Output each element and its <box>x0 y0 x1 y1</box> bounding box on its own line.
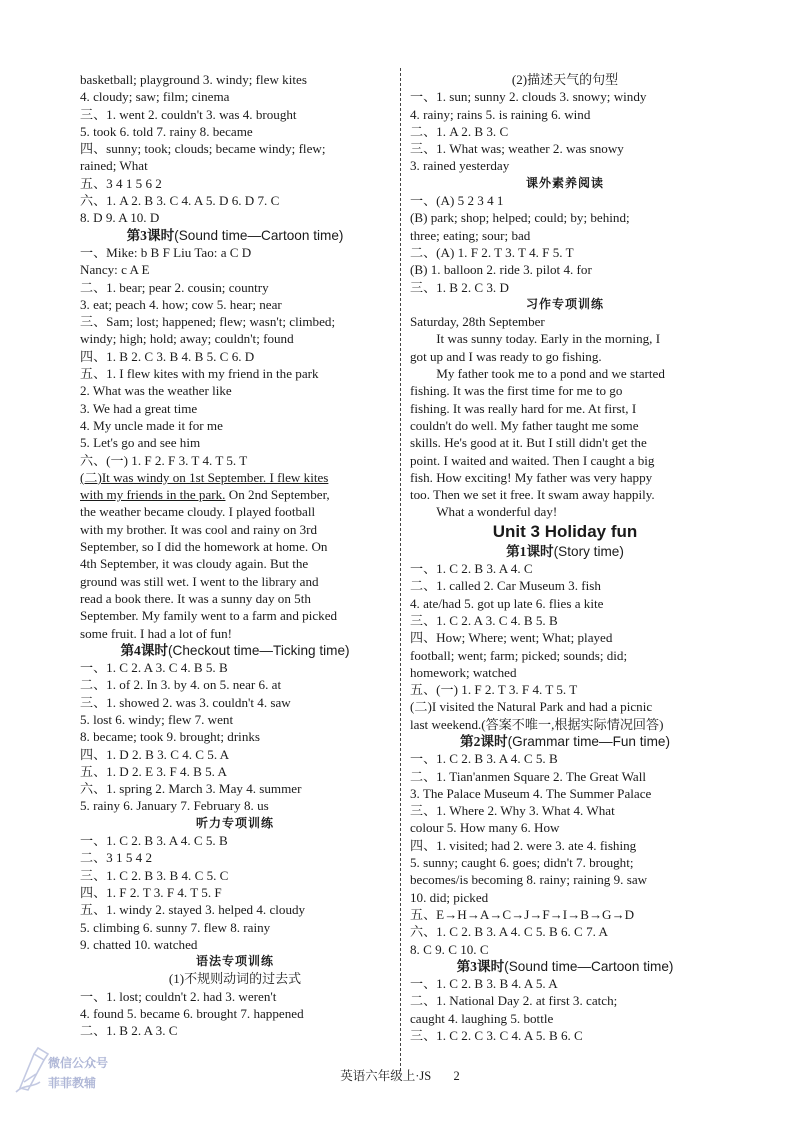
left-column-line: 四、1. D 2. B 3. C 4. C 5. A <box>80 746 230 762</box>
left-column-line: (二)It was windy on 1st September. I flew kites <box>80 469 329 485</box>
right-column-line: (二)I visited the Natural Park and had a picnic <box>410 699 653 715</box>
lesson-title: (Sound time—Cartoon time) <box>174 227 344 243</box>
right-column-line: 二、1. A 2. B 3. C <box>410 123 509 139</box>
right-column-line: 一、1. C 2. B 3. B 4. A 5. A <box>410 976 558 992</box>
left-column-line: some fruit. I had a lot of fun! <box>80 625 232 641</box>
right-column-line: 二、(A) 1. F 2. T 3. T 4. F 5. T <box>410 244 574 260</box>
right-column-line: 10. did; picked <box>410 889 489 905</box>
left-column-line: basketball; playground 3. windy; flew kites <box>80 72 307 87</box>
left-column-line <box>80 227 390 244</box>
lesson-number: 第2课时 <box>460 733 508 749</box>
right-column-line: 三、1. Where 2. Why 3. What 4. What <box>410 803 615 819</box>
left-column-line: 三、1. C 2. B 3. B 4. C 5. C <box>80 867 229 883</box>
left-column-line: 5. took 6. told 7. rainy 8. became <box>80 123 253 139</box>
right-column-line: 三、1. What was; weather 2. was snowy <box>410 141 624 157</box>
line-remainder: On 2nd September, <box>225 487 330 503</box>
left-column-line: 5. rainy 6. January 7. February 8. us <box>80 798 269 814</box>
right-column-line: 五、E→H→A→C→J→F→I→B→G→D <box>410 906 635 922</box>
right-column-line <box>410 733 720 750</box>
right-column-line: My father took me to a pond and we started <box>436 366 665 382</box>
left-column-line: (1)不规则动词的过去式 <box>168 971 302 987</box>
right-column-line: caught 4. laughing 5. bottle <box>410 1010 554 1026</box>
right-column-line: 三、1. B 2. C 3. D <box>410 279 509 295</box>
right-column-line: 一、(A) 5 2 3 4 1 <box>410 193 504 209</box>
left-column-line: 4. found 5. became 6. brought 7. happened <box>80 1006 304 1022</box>
right-column-line: 六、1. C 2. B 3. A 4. C 5. B 6. C 7. A <box>410 924 608 940</box>
right-column-line: (B) park; shop; helped; could; by; behind; <box>410 210 630 226</box>
lesson-title: (Sound time—Cartoon time) <box>504 958 674 974</box>
left-column-line: 一、1. C 2. A 3. C 4. B 5. B <box>80 660 228 676</box>
left-column-line <box>80 486 390 503</box>
left-column-line: 四、1. F 2. T 3. F 4. T 5. F <box>80 884 222 900</box>
left-column-line: 三、1. showed 2. was 3. couldn't 4. saw <box>80 694 291 710</box>
left-column <box>80 71 390 1040</box>
left-column-line: 3. eat; peach 4. how; cow 5. hear; near <box>80 296 282 312</box>
right-column-line: 三、1. C 2. C 3. C 4. A 5. B 6. C <box>410 1028 583 1044</box>
left-column-line: 一、1. C 2. B 3. A 4. C 5. B <box>80 833 228 849</box>
left-column-line: 二、3 1 5 4 2 <box>80 850 153 866</box>
left-column-line: 三、Sam; lost; happened; flew; wasn't; climbed; <box>80 314 336 330</box>
watermark <box>14 1044 134 1094</box>
left-column-line: 5. lost 6. windy; flew 7. went <box>80 711 234 727</box>
right-column-line: got up and I was ready to go fishing. <box>410 348 602 364</box>
right-column-line: 三、1. C 2. A 3. C 4. B 5. B <box>410 612 558 628</box>
left-column-line: 五、3 4 1 5 6 2 <box>80 175 162 191</box>
left-column-line: with my brother. It was cool and rainy on 3rd <box>80 521 318 537</box>
lesson-number: 第3课时 <box>126 227 175 243</box>
left-column-line: rained; What <box>80 158 148 174</box>
right-column-line: three; eating; sour; bad <box>410 227 531 243</box>
left-column-line: 四、1. B 2. C 3. B 4. B 5. C 6. D <box>80 348 255 364</box>
right-column-line: 一、1. C 2. B 3. A 4. C 5. B <box>410 751 558 767</box>
watermark-line-1: 微信公众号 <box>48 1056 109 1070</box>
right-column-line: 一、1. C 2. B 3. A 4. C <box>410 561 533 577</box>
right-column-line: fish. How exciting! My father was very happy <box>410 469 653 485</box>
left-column-line: 听力专项训练 <box>195 815 274 830</box>
right-column-line: 二、1. National Day 2. at first 3. catch; <box>410 993 618 1009</box>
right-column-line: 五、(一) 1. F 2. T 3. F 4. T 5. T <box>410 682 578 698</box>
left-column-line: 4th September, it was cloudy again. But the <box>80 556 309 572</box>
right-column-line: 二、1. called 2. Car Museum 3. fish <box>410 578 601 594</box>
right-column-line: 4. rainy; rains 5. is raining 6. wind <box>410 106 591 122</box>
right-column-line: skills. He's good at it. But I still didn't get the <box>410 435 647 451</box>
right-column-line: 四、How; Where; went; What; played <box>410 630 613 646</box>
left-column-line: 语法专项训练 <box>195 954 274 969</box>
right-column-line: 3. The Palace Museum 4. The Summer Palace <box>410 785 652 801</box>
left-column-line: 5. climbing 6. sunny 7. flew 8. rainy <box>80 919 271 935</box>
right-column-line <box>410 958 720 975</box>
left-column-line: 二、1. B 2. A 3. C <box>80 1023 178 1039</box>
left-column-line: the weather became cloudy. I played football <box>80 504 316 520</box>
left-column-line: 二、1. of 2. In 3. by 4. on 5. near 6. at <box>80 677 282 693</box>
right-column-line: (2)描述天气的句型 <box>511 72 619 87</box>
right-column-line: last weekend.(答案不唯一,根据实际情况回答) <box>410 716 664 732</box>
right-column-line: 8. C 9. C 10. C <box>410 941 489 957</box>
right-column-line: 二、1. Tian'anmen Square 2. The Great Wall <box>410 768 646 784</box>
left-column-line: 9. chatted 10. watched <box>80 936 198 952</box>
right-column-line: 四、1. visited; had 2. were 3. ate 4. fishing <box>410 837 637 853</box>
left-column-line: 8. D 9. A 10. D <box>80 210 160 226</box>
right-column-line: It was sunny today. Early in the morning, I <box>436 331 661 347</box>
left-column-line: 六、(一) 1. F 2. F 3. T 4. T 5. T <box>80 452 248 468</box>
right-column-line: fishing. It was the first time for me to go <box>410 383 623 399</box>
left-column-line: 5. Let's go and see him <box>80 435 201 451</box>
page-number: 2 <box>453 1069 460 1083</box>
left-column-line: September, so I did the homework at home. On <box>80 539 328 555</box>
right-column-line: Saturday, 28th September <box>410 314 545 330</box>
right-column-line: fishing. It was really hard for me. At first, I <box>410 400 637 416</box>
right-column <box>410 71 720 1044</box>
right-column-line: 3. rained yesterday <box>410 158 510 174</box>
left-column-line: 六、1. spring 2. March 3. May 4. summer <box>80 781 302 797</box>
column-divider <box>400 68 401 1071</box>
right-column-line: 5. sunny; caught 6. goes; didn't 7. brought; <box>410 855 634 871</box>
right-column-line: colour 5. How many 6. How <box>410 820 560 836</box>
left-column-line: 五、1. windy 2. stayed 3. helped 4. cloudy <box>80 902 306 918</box>
right-column-line: 4. ate/had 5. got up late 6. flies a kite <box>410 595 604 611</box>
left-column-line: 三、1. went 2. couldn't 3. was 4. brought <box>80 106 297 122</box>
left-column-line: 四、sunny; took; clouds; became windy; flew; <box>80 141 326 157</box>
right-column-line: 习作专项训练 <box>525 296 604 311</box>
left-column-line: 五、1. I flew kites with my friend in the park <box>80 366 319 382</box>
right-column-line: 一、1. sun; sunny 2. clouds 3. snowy; windy <box>410 89 647 105</box>
left-column-line: 2. What was the weather like <box>80 383 232 399</box>
watermark-line-2: 菲菲教辅 <box>48 1076 97 1090</box>
right-column-line: 课外素养阅读 <box>525 175 604 190</box>
left-column-line: read a book there. It was a sunny day on 5th <box>80 590 311 606</box>
right-column-line: What a wonderful day! <box>436 504 558 520</box>
lesson-number: 第1课时 <box>506 543 554 559</box>
left-column-line: 二、1. bear; pear 2. cousin; country <box>80 279 269 295</box>
left-column-line: 4. cloudy; saw; film; cinema <box>80 89 230 105</box>
lesson-number: 第4课时 <box>120 642 169 658</box>
right-column-line: point. I waited and waited. Then I caught a big <box>410 452 655 468</box>
left-column-line <box>80 642 390 659</box>
left-column-line: 8. became; took 9. brought; drinks <box>80 729 261 745</box>
right-column-line: homework; watched <box>410 664 517 680</box>
left-column-line: 五、1. D 2. E 3. F 4. B 5. A <box>80 763 227 779</box>
right-column-line <box>410 543 720 560</box>
right-column-line: couldn't do well. My father taught me some <box>410 417 639 433</box>
lesson-title: (Story time) <box>553 543 624 559</box>
lesson-number: 第3课时 <box>456 958 505 974</box>
left-column-line: 一、1. lost; couldn't 2. had 3. weren't <box>80 988 277 1004</box>
left-column-line: 3. We had a great time <box>80 400 198 416</box>
right-column-line: football; went; farm; picked; sounds; did; <box>410 647 628 663</box>
right-column-line: becomes/is becoming 8. rainy; raining 9. saw <box>410 872 648 888</box>
lesson-title: (Checkout time—Ticking time) <box>168 642 350 658</box>
left-column-line: 4. My uncle made it for me <box>80 417 223 433</box>
right-column-line: Unit 3 Holiday fun <box>492 521 638 541</box>
left-column-line: September. My family went to a farm and picked <box>80 608 338 624</box>
left-column-line: Nancy: c A E <box>80 262 150 278</box>
left-column-line: 六、1. A 2. B 3. C 4. A 5. D 6. D 7. C <box>80 193 280 209</box>
right-column-line: (B) 1. balloon 2. ride 3. pilot 4. for <box>410 262 592 278</box>
footer-label: 英语六年级上·JS <box>340 1069 432 1083</box>
right-column-line: too. Then we set it free. It swam away happily. <box>410 487 655 503</box>
lesson-title: (Grammar time—Fun time) <box>507 733 670 749</box>
left-column-line: 一、Mike: b B F Liu Tao: a C D <box>80 244 252 260</box>
left-column-line: windy; high; hold; away; couldn't; found <box>80 331 294 347</box>
left-column-line: ground was still wet. I went to the library and <box>80 573 319 589</box>
underlined-text: with my friends in the park. <box>80 487 226 503</box>
